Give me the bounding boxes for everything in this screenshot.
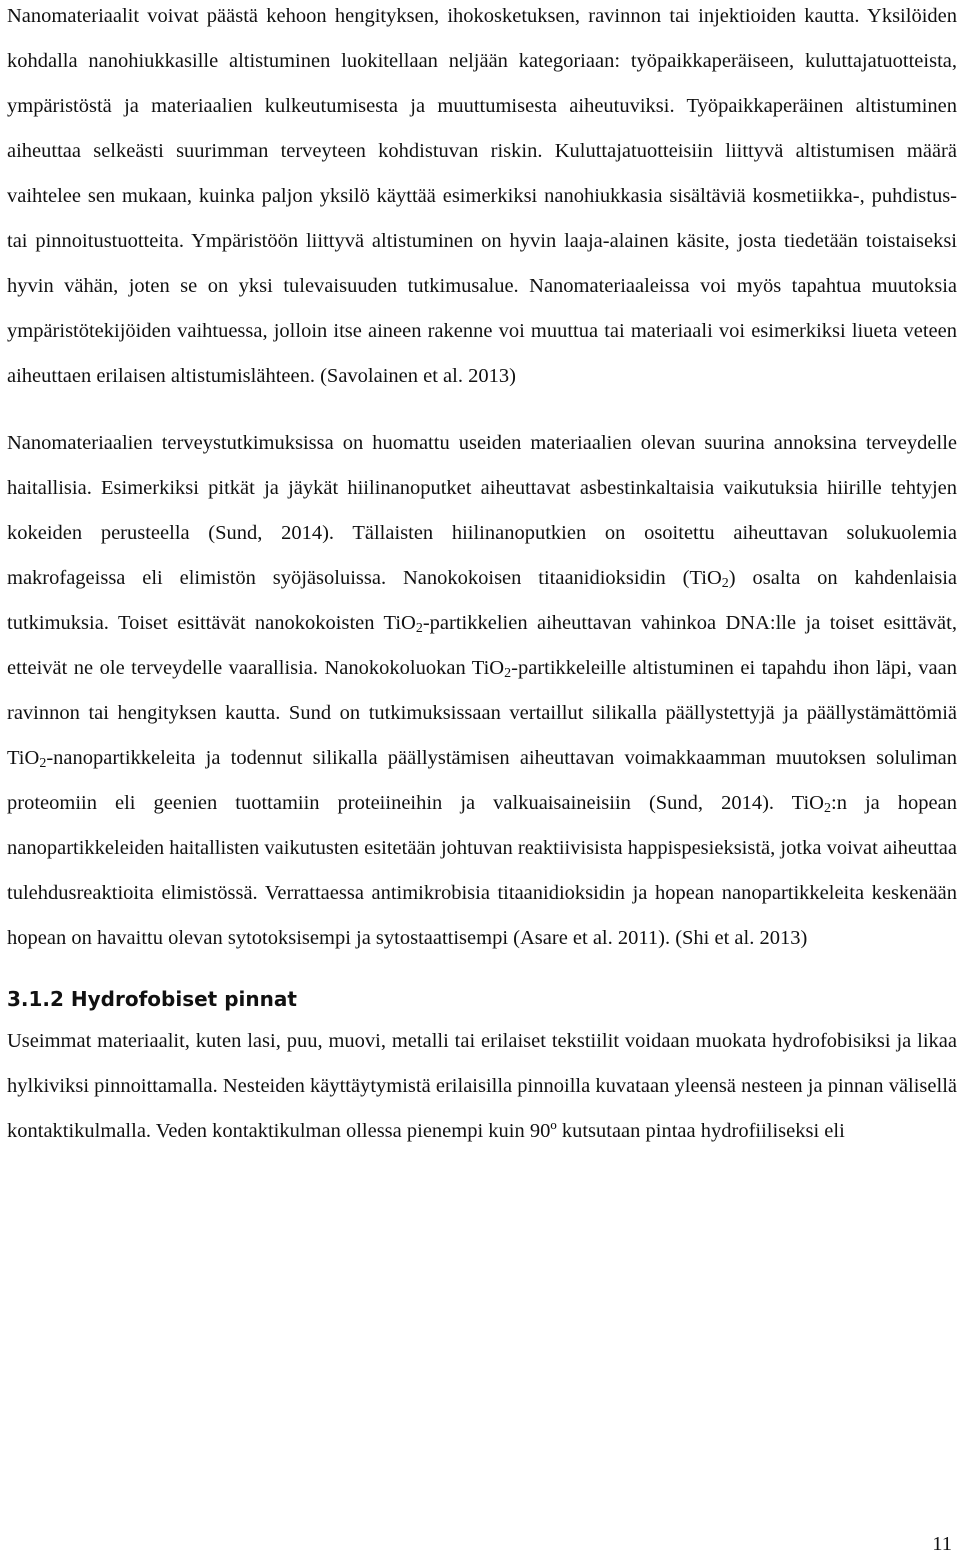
document-page — [7, 0, 957, 1154]
subscript: 2 — [504, 666, 512, 681]
text-segment: -partikkelien aiheuttavan vahinkoa DNA:lle ja toiset esittävät, etteivät ne ole terveydelle vaarallisia. Nanokokoluokan TiO — [7, 612, 957, 679]
paragraph-health-studies — [7, 421, 957, 961]
subscript: 2 — [39, 756, 47, 771]
text-segment: -partikkeleille altistuminen ei tapahdu ihon läpi, vaan ravinnon tai hengityksen kautta. Sund on tutkimuksissaan vertaillut silikalla päällystettyjä ja päällystämättömiä TiO — [7, 657, 957, 769]
text-segment: ) osalta on kahdenlaisia tutkimuksia. Toiset esittävät nanokokoisten TiO — [7, 567, 957, 634]
text-segment: Nanomateriaalien terveystutkimuksissa on huomattu useiden materiaalien olevan suurina annoksina terveydelle haitallisia. Esimerkiksi pitkät ja jäykät hiilinanoputket aiheuttavat asbestinkaltaisia vaikutuksia hiirille tehtyjen kokeiden perusteella (Sund, 2014). Tällaisten hiilinanoputkien on osoitettu aiheuttavan solukuolemia makrofageissa eli elimistön syöjäsoluissa. Nanokokoisen titaanidioksidin (TiO — [7, 432, 957, 589]
paragraph-hydrophobic-surfaces: Useimmat materiaalit, kuten lasi, puu, muovi, metalli tai erilaiset tekstiilit voidaan muokata hydrofobisiksi ja likaa hylkiviksi pinnoittamalla. Nesteiden käyttäytymistä erilaisilla pinnoilla kuvataan yleensä nesteen ja pinnan välisellä kontaktikulmalla. Veden kontaktikulman ollessa pienempi kuin 90º kutsutaan pintaa hydrofiiliseksi eli — [7, 1030, 957, 1142]
page-number: 11 — [932, 1533, 952, 1555]
subscript: 2 — [824, 801, 831, 816]
subscript: 2 — [415, 621, 423, 636]
paragraph-exposure-routes: Nanomateriaalit voivat päästä kehoon hengityksen, ihokosketuksen, ravinnon tai injektioiden kautta. Yksilöiden kohdalla nanohiukkasille altistuminen luokitellaan neljään kategoriaan: työpaikkaperäiseen, kuluttajatuotteista, ympäristöstä ja materiaalien kulkeutumisesta ja muuttumisesta aiheutuviksi. Työpaikkaperäinen altistuminen aiheuttaa selkeästi suurimman terveyteen kohdistuvan riskin. Kuluttajatuotteisiin liittyvä altistumisen määrä vaihtelee sen mukaan, kuinka paljon yksilö käyttää esimerkiksi nanohiukkasia sisältäviä kosmetiikka-, puhdistus- tai pinnoitustuotteita. Ympäristöön liittyvä altistuminen on hyvin laaja-alainen käsite, josta tiedetään toistaiseksi hyvin vähän, joten se on yksi tulevaisuuden tutkimusalue. Nanomateriaaleissa voi myös tapahtua muutoksia ympäristötekijöiden vaihtuessa, jolloin itse aineen rakenne voi muuttua tai materiaali voi esimerkiksi liueta veteen aiheuttaen erilaisen altistumislähteen. (Savolainen et al. 2013) — [7, 5, 957, 387]
section-heading: 3.1.2 Hydrofobiset pinnat — [7, 987, 297, 1011]
subscript: 2 — [721, 576, 729, 591]
text-segment: :n ja hopean nanopartikkeleiden haitallisten vaikutusten esitetään johtuvan reaktiivisista happispesieksistä, jotka voivat aiheuttaa tulehdusreaktioita elimistössä. Verrattaessa antimikrobisia titaanidioksidin ja hopean nanopartikkeleita keskenään hopean on havaittu olevan sytotoksisempi ja sytostaattisempi (Asare et al. 2011). (Shi et al. 2013) — [7, 792, 957, 949]
text-segment: -nanopartikkeleita ja todennut silikalla päällystämisen aiheuttavan voimakkaamman muutoksen soluliman proteomiin eli geenien tuottamiin proteiineihin ja valkuaisaineisiin (Sund, 2014). TiO — [7, 747, 957, 814]
